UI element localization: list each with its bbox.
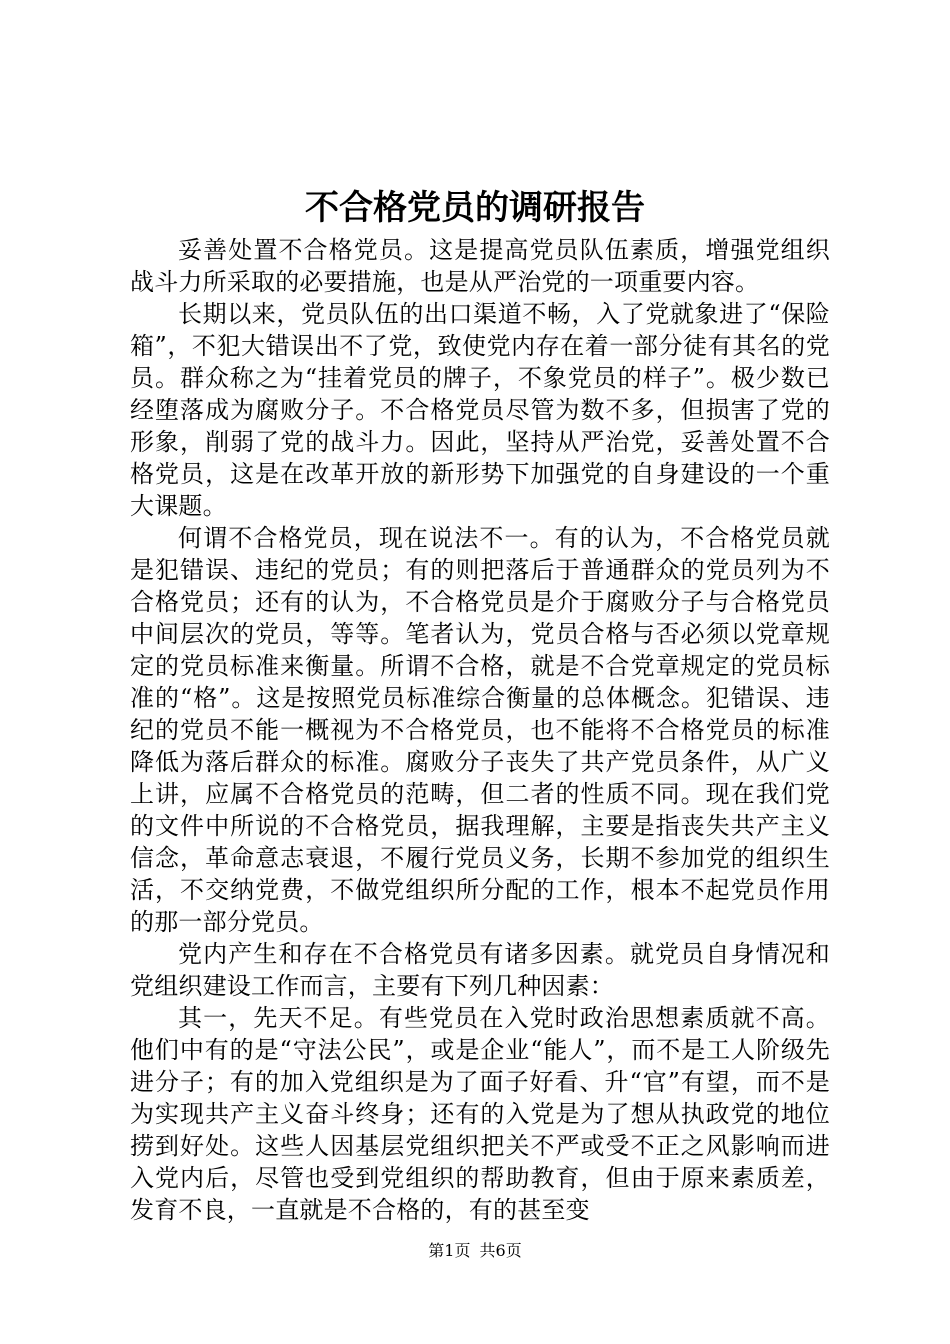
document-title: 不合格党员的调研报告 bbox=[305, 188, 645, 228]
paragraph: 党内产生和存在不合格党员有诸多因素。就党员自身情况和党组织建设工作而言，主要有下列几种因素： bbox=[130, 940, 830, 1000]
page-footer bbox=[0, 1240, 950, 1262]
page-number: 第1页 bbox=[428, 1241, 471, 1260]
page-total: 共6页 bbox=[479, 1241, 522, 1260]
paragraph: 妥善处置不合格党员。这是提高党员队伍素质，增强党组织战斗力所采取的必要措施，也是从严治党的一项重要内容。 bbox=[130, 236, 830, 296]
document-body bbox=[130, 234, 830, 1226]
paragraph: 其一，先天不足。有些党员在入党时政治思想素质就不高。他们中有的是“守法公民”，或是企业“能人”，而不是工人阶级先进分子；有的加入党组织是为了面子好看、升“官”有望，而不是为实现共产主义奋斗终身；还有的入党是为了想从执政党的地位捞到好处。这些人因基层党组织把关不严或受不正之风影响而进入党内后，尽管也受到党组织的帮助教育，但由于原来素质差，发育不良，一直就是不合格的，有的甚至变 bbox=[130, 1004, 830, 1224]
paragraph: 长期以来，党员队伍的出口渠道不畅，入了党就象进了“保险箱”，不犯大错误出不了党，致使党内存在着一部分徒有其名的党员。群众称之为“挂着党员的牌子，不象党员的样子”。极少数已经堕落成为腐败分子。不合格党员尽管为数不多，但损害了党的形象，削弱了党的战斗力。因此，坚持从严治党，妥善处置不合格党员，这是在改革开放的新形势下加强党的自身建设的一个重大课题。 bbox=[130, 300, 830, 520]
paragraph: 何谓不合格党员，现在说法不一。有的认为，不合格党员就是犯错误、违纪的党员；有的则把落后于普通群众的党员列为不合格党员；还有的认为，不合格党员是介于腐败分子与合格党员中间层次的党员，等等。笔者认为，党员合格与否必须以党章规定的党员标准来衡量。所谓不合格，就是不合党章规定的党员标准的“格”。这是按照党员标准综合衡量的总体概念。犯错误、违纪的党员不能一概视为不合格党员，也不能将不合格党员的标准降低为落后群众的标准。腐败分子丧失了共产党员条件，从广义上讲，应属不合格党员的范畴，但二者的性质不同。现在我们党的文件中所说的不合格党员，据我理解，主要是指丧失共产主义信念，革命意志衰退，不履行党员义务，长期不参加党的组织生活，不交纳党费，不做党组织所分配的工作，根本不起党员作用的那一部分党员。 bbox=[130, 524, 830, 936]
